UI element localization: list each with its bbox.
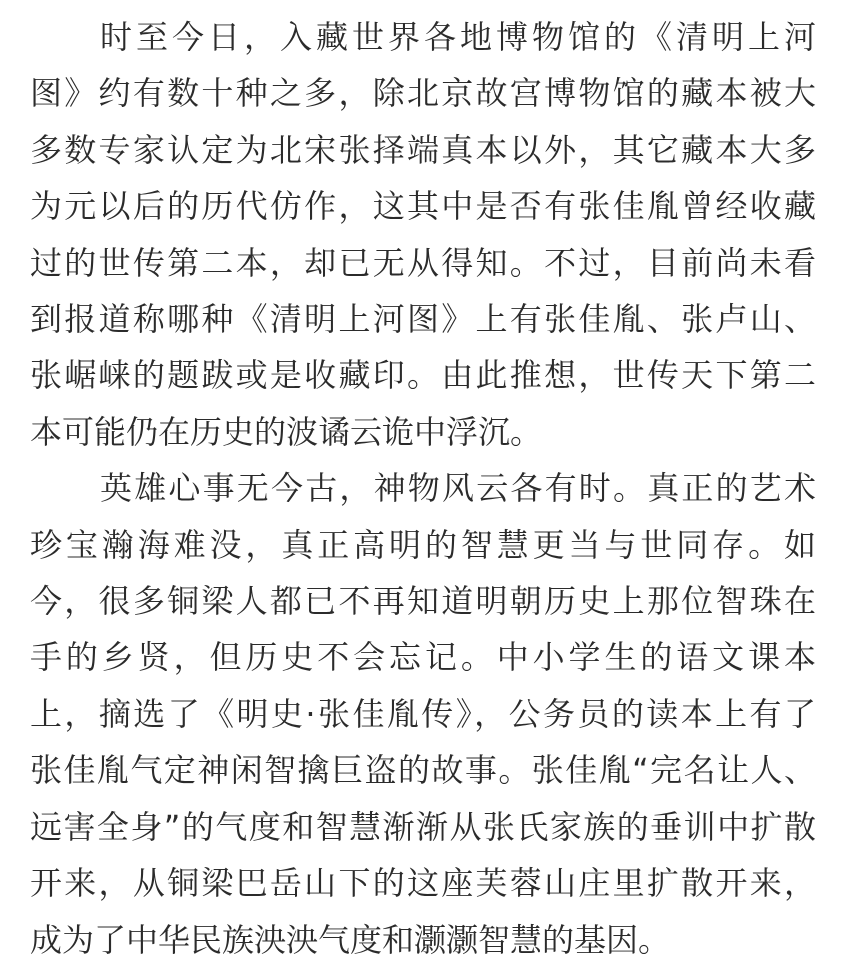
- paragraph-1: [30, 9, 816, 460]
- text-line: 张佳胤气定神闲智擒巨盗的故事。张佳胤“完名让人、: [30, 751, 816, 790]
- text-line: 多数专家认定为北宋张择端真本以外，其它藏本大多: [30, 130, 816, 169]
- text-line: 图》约有数十种之多，除北京故宫博物馆的藏本被大: [30, 74, 816, 113]
- text-line: 成为了中华民族泱泱气度和灏灏智慧的基因。: [30, 920, 671, 959]
- text-line: 时至今日，入藏世界各地博物馆的《清明上河: [100, 18, 816, 56]
- text-line: 到报道称哪种《清明上河图》上有张佳胤、张卢山、: [30, 300, 816, 339]
- text-line: 上，摘选了《明史·张佳胤传》，公务员的读本上有了: [30, 694, 816, 733]
- text-line: 今，很多铜梁人都已不再知道明朝历史上那位智珠在: [30, 582, 816, 621]
- text-line: 为元以后的历代仿作，这其中是否有张佳胤曾经收藏: [30, 187, 816, 226]
- paragraph-2: [30, 460, 816, 968]
- text-line: 英雄心事无今古，神物风云各有时。真正的艺术: [100, 469, 816, 508]
- document-page: [30, 9, 816, 968]
- text-line: 远害全身”的气度和智慧渐渐从张氏家族的垂训中扩散: [30, 807, 816, 846]
- text-line: 本可能仍在历史的波谲云诡中浮沉。: [30, 412, 543, 451]
- text-line: 手的乡贤，但历史不会忘记。中小学生的语文课本: [30, 638, 816, 677]
- text-line: 开来，从铜梁巴岳山下的这座芙蓉山庄里扩散开来，: [30, 864, 816, 903]
- text-line: 张崌崃的题跋或是收藏印。由此推想，世传天下第二: [30, 356, 816, 395]
- text-line: 过的世传第二本，却已无从得知。不过，目前尚未看: [30, 243, 816, 282]
- text-line: 珍宝瀚海难没，真正高明的智慧更当与世同存。如: [30, 525, 816, 564]
